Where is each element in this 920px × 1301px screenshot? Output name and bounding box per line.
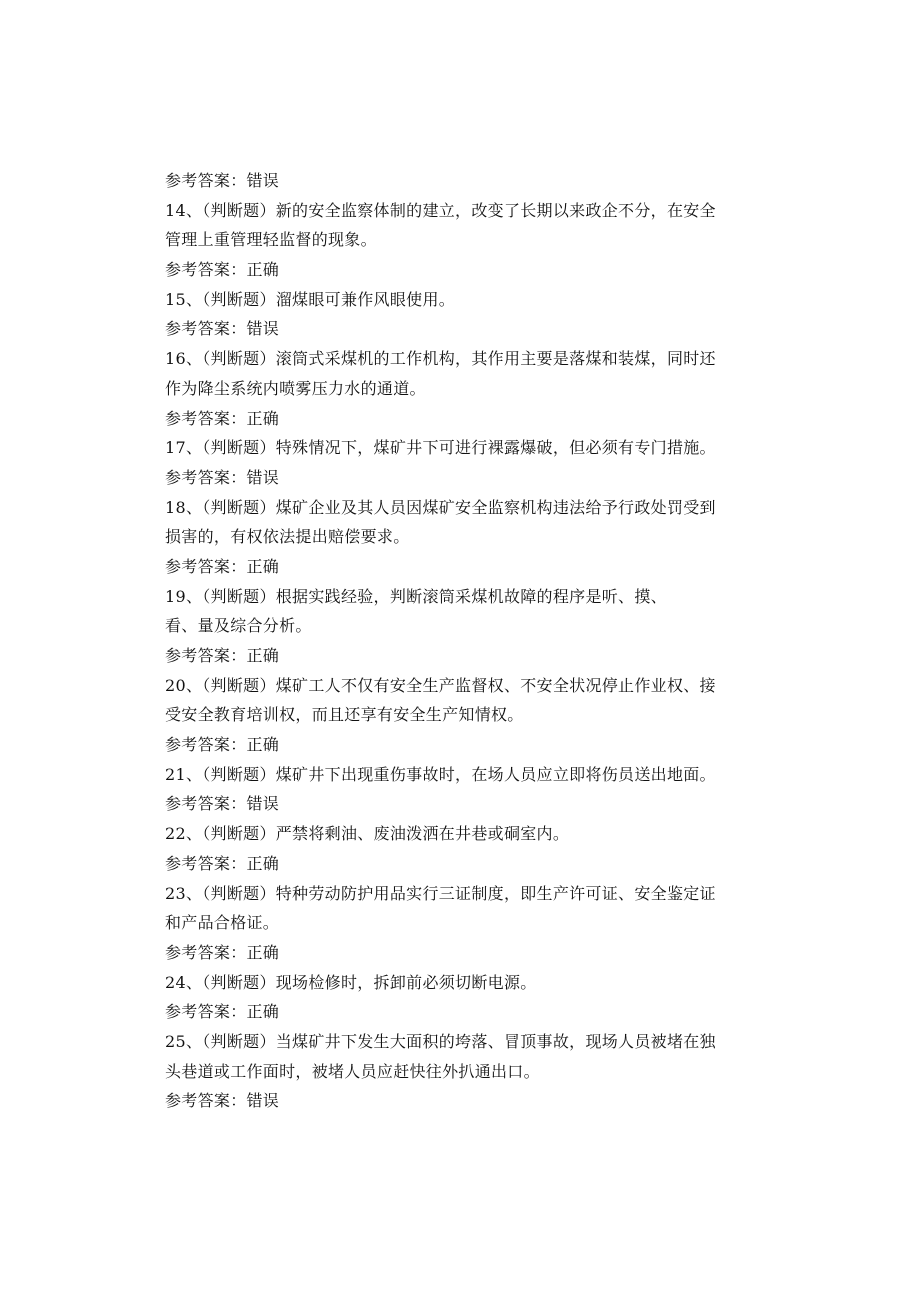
question-line: 头巷道或工作面时，被堵人员应赶快往外扒通出口。 <box>165 1061 540 1081</box>
question-line: 21、（判断题）煤矿井下出现重伤事故时，在场人员应立即将伤员送出地面。 <box>165 764 716 784</box>
question-line: 受安全教育培训权，而且还享有安全生产知情权。 <box>165 705 524 725</box>
question-line: 损害的，有权依法提出赔偿要求。 <box>165 527 410 547</box>
answer-line: 参考答案：正确 <box>165 646 280 665</box>
answer-line: 参考答案：正确 <box>165 1002 280 1022</box>
question-line: 14、（判断题）新的安全监察体制的建立，改变了长期以来政企不分，在安全 <box>165 200 716 220</box>
question-line: 20、（判断题）煤矿工人不仅有安全生产监督权、不安全状况停止作业权、接 <box>165 675 716 695</box>
question-line: 16、（判断题）滚筒式采煤机的工作机构，其作用主要是落煤和装煤，同时还 <box>165 349 716 369</box>
question-line: 15、（判断题）溜煤眼可兼作风眼使用。 <box>165 289 456 309</box>
answer-line: 参考答案：正确 <box>165 942 280 962</box>
question-line: 18、（判断题）煤矿企业及其人员因煤矿安全监察机构违法给予行政处罚受到 <box>165 497 716 517</box>
question-line: 17、（判断题）特殊情况下，煤矿井下可进行裸露爆破，但必须有专门措施。 <box>165 438 716 458</box>
question-line: 23、（判断题）特种劳动防护用品实行三证制度，即生产许可证、安全鉴定证 <box>165 883 716 903</box>
question-line: 看、量及综合分析。 <box>165 616 312 636</box>
answer-line: 参考答案：错误 <box>165 171 280 190</box>
question-line: 22、（判断题）严禁将剩油、废油泼洒在井巷或硐室内。 <box>165 824 570 844</box>
question-line: 19、（判断题）根据实践经验，判断滚筒采煤机故障的程序是听、摸、 <box>165 586 667 606</box>
answer-line: 参考答案：正确 <box>165 556 280 576</box>
question-line: 24、（判断题）现场检修时，拆卸前必须切断电源。 <box>165 972 537 992</box>
answer-line: 参考答案：正确 <box>165 260 280 280</box>
question-list <box>165 166 755 1116</box>
question-line: 25、（判断题）当煤矿井下发生大面积的垮落、冒顶事故，现场人员被堵在独 <box>165 1031 716 1051</box>
answer-line: 参考答案：正确 <box>165 408 280 428</box>
question-line: 和产品合格证。 <box>165 913 280 933</box>
answer-line: 参考答案：正确 <box>165 735 280 755</box>
answer-line: 参考答案：正确 <box>165 853 280 873</box>
answer-line: 参考答案：错误 <box>165 319 280 339</box>
answer-line: 参考答案：错误 <box>165 794 280 814</box>
answer-line: 参考答案：错误 <box>165 1091 280 1111</box>
question-line: 作为降尘系统内喷雾压力水的通道。 <box>165 378 426 398</box>
question-line: 管理上重管理轻监督的现象。 <box>165 230 377 250</box>
answer-line: 参考答案：错误 <box>165 467 280 487</box>
